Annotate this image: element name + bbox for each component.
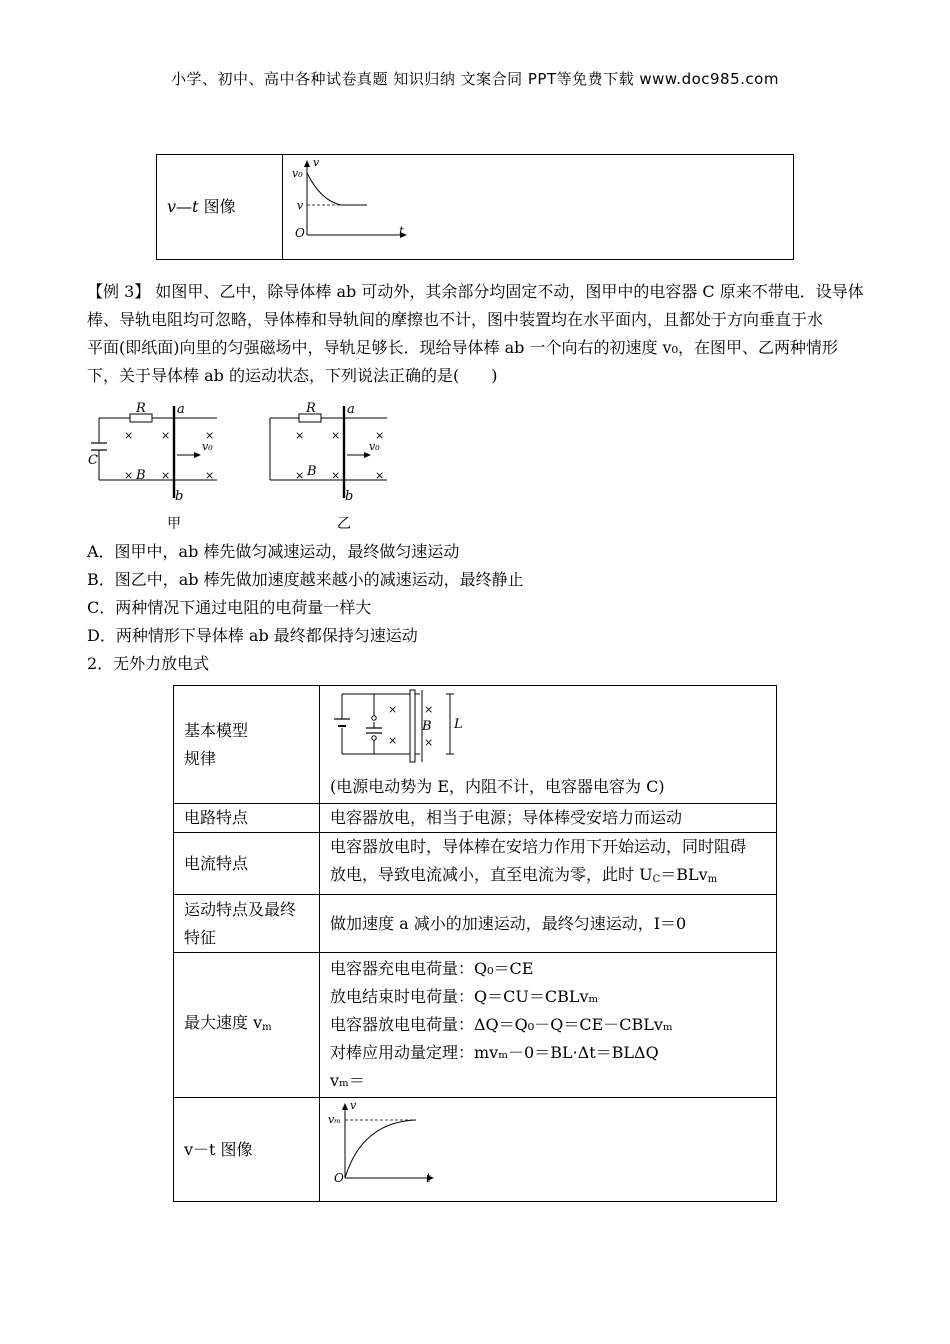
example3-line3: 平面(即纸面)向里的匀强磁场中，导轨足够长．现给导体棒 ab 一个向右的初速度 v₀，在图甲、乙两种情形 <box>87 338 838 357</box>
cell-basic-model-content <box>320 686 777 804</box>
decay-vt-graph <box>283 155 783 250</box>
label-B-right: B <box>307 464 317 479</box>
field-x: × <box>331 429 341 442</box>
graph-vfinal-label: v <box>297 199 304 212</box>
cell-circuit-feature-label: 电路特点 <box>174 804 320 833</box>
example3-paragraph <box>87 278 877 390</box>
page-header: 小学、初中、高中各种试卷真题 知识归纳 文案合同 PPT等免费下载 www.doc985.com <box>171 70 779 88</box>
cell-motion-feature-label: 运动特点及最终 特征 <box>174 895 320 953</box>
option-c: C．两种情况下通过电阻的电荷量一样大 <box>87 598 372 617</box>
max-speed-line: 放电结束时电荷量：Q＝CU＝CBLvₘ <box>330 987 599 1006</box>
field-x: × <box>124 429 134 442</box>
basic-model-note: (电源电动势为 E，内阻不计，电容器电容为 C) <box>330 777 665 796</box>
graph-origin: O <box>295 226 305 240</box>
cell-max-speed-content <box>320 953 777 1098</box>
label-b-right: b <box>345 489 354 504</box>
caption-right: 乙 <box>337 516 351 532</box>
discharge-circuit-diagram <box>330 688 470 764</box>
example3-line4: 下，关于导体棒 ab 的运动状态，下列说法正确的是( ) <box>87 366 498 385</box>
max-speed-line: 电容器充电电荷量：Q₀＝CE <box>330 959 534 978</box>
figure-left <box>88 401 217 532</box>
top-table <box>156 154 794 260</box>
cell-motion-feature-content: 做加速度 a 减小的加速运动，最终匀速运动，I＝0 <box>320 895 777 953</box>
cell-current-feature-content: 电容器放电时，导体棒在安培力作用下开始运动，同时阻碍 放电，导致电流减小，直至电流为零，此时 $U_C=BLv_m$ <box>320 833 777 895</box>
field-x: × <box>205 469 215 482</box>
main-table <box>173 685 777 1202</box>
label-v0-left: v₀ <box>202 440 213 453</box>
field-x: × <box>331 469 341 482</box>
option-b: B．图乙中，ab 棒先做加速度越来越小的减速运动，最终静止 <box>87 570 524 589</box>
caption-left: 甲 <box>167 516 181 532</box>
circuit-figures <box>85 398 405 538</box>
option-d: D．两种情形下导体棒 ab 最终都保持匀速运动 <box>87 626 418 645</box>
field-x: × <box>161 429 171 442</box>
option-a: A．图甲中，ab 棒先做匀减速运动，最终做匀速运动 <box>87 542 460 561</box>
field-x: × <box>124 469 134 482</box>
graph-origin: O <box>334 1171 344 1185</box>
diag-rod <box>410 690 415 762</box>
row-motion-feature <box>174 895 777 953</box>
cell-basic-model-label: 基本模型 规律 <box>174 686 320 804</box>
label-b-left: b <box>175 489 184 504</box>
field-x: × <box>161 469 171 482</box>
label-B-left: B <box>136 468 146 483</box>
field-x: × <box>205 429 215 442</box>
cell-circuit-feature-content: 电容器放电，相当于电源；导体棒受安培力而运动 <box>320 804 777 833</box>
field-x: × <box>375 469 385 482</box>
v0-arrowhead-left <box>194 452 201 458</box>
field-x: × <box>388 734 398 747</box>
diag-label-L: L <box>454 717 463 732</box>
v-axis-arrow <box>304 160 310 167</box>
cell-vt-graph <box>320 1098 777 1202</box>
max-speed-line: vₘ＝ <box>330 1071 365 1090</box>
label-R-right: R <box>306 401 316 416</box>
label-a-right: a <box>347 402 355 417</box>
label-C-left: C <box>88 453 98 468</box>
row-basic-model <box>174 686 777 804</box>
section2-title: 2．无外力放电式 <box>87 654 210 673</box>
example3-line2: 棒、导轨电阻均可忽略，导体棒和导轨间的摩擦也不计，图中装置均在水平面内，且都处于方向垂直于水 <box>87 310 824 329</box>
max-speed-line: 电容器放电电荷量：ΔQ＝Q₀－Q＝CE－CBLvₘ <box>330 1015 673 1034</box>
cell-current-feature-label: 电流特点 <box>174 833 320 895</box>
graph-t-label: t <box>399 224 404 238</box>
row-current-feature <box>174 833 777 895</box>
v-axis-arrow <box>342 1103 348 1110</box>
max-speed-line: 对棒应用动量定理：mvₘ－0＝BL·Δt＝BLΔQ <box>330 1043 659 1062</box>
graph-v-label: v <box>350 1099 357 1112</box>
graph-t-label: t <box>426 1171 431 1185</box>
cell-vt-label: v－t 图像 <box>174 1098 320 1202</box>
figure-right <box>270 401 387 532</box>
growth-curve <box>345 1120 416 1178</box>
example3-line1: 【例 3】 如图甲、乙中，除导体棒 ab 可动外，其余部分均固定不动，图甲中的电容器 C 原来不带电．设导体 <box>87 282 864 301</box>
graph-v-label: v <box>313 156 320 169</box>
switch-contact-bottom <box>372 736 376 740</box>
field-x: × <box>424 703 434 716</box>
top-table-graph-cell <box>283 155 794 260</box>
field-x: × <box>295 469 305 482</box>
top-table-label: v—t 图像 <box>157 155 283 260</box>
row-vt-graph <box>174 1098 777 1202</box>
growth-vt-graph <box>320 1098 520 1192</box>
cell-max-speed-label: 最大速度 $v_m$ <box>174 953 320 1098</box>
diag-label-B: B <box>422 719 432 734</box>
label-a-left: a <box>177 402 185 417</box>
row-circuit-feature <box>174 804 777 833</box>
graph-vm-label: vₘ <box>328 1113 341 1126</box>
label-v0-right: v₀ <box>369 440 380 453</box>
label-R-left: R <box>136 401 146 416</box>
decay-curve <box>307 173 367 205</box>
field-x: × <box>424 736 434 749</box>
field-x: × <box>375 429 385 442</box>
switch-contact-top <box>372 716 376 720</box>
graph-v0-label: v₀ <box>292 167 303 180</box>
row-max-speed <box>174 953 777 1098</box>
field-x: × <box>295 429 305 442</box>
field-x: × <box>388 703 398 716</box>
options-list <box>87 538 877 678</box>
